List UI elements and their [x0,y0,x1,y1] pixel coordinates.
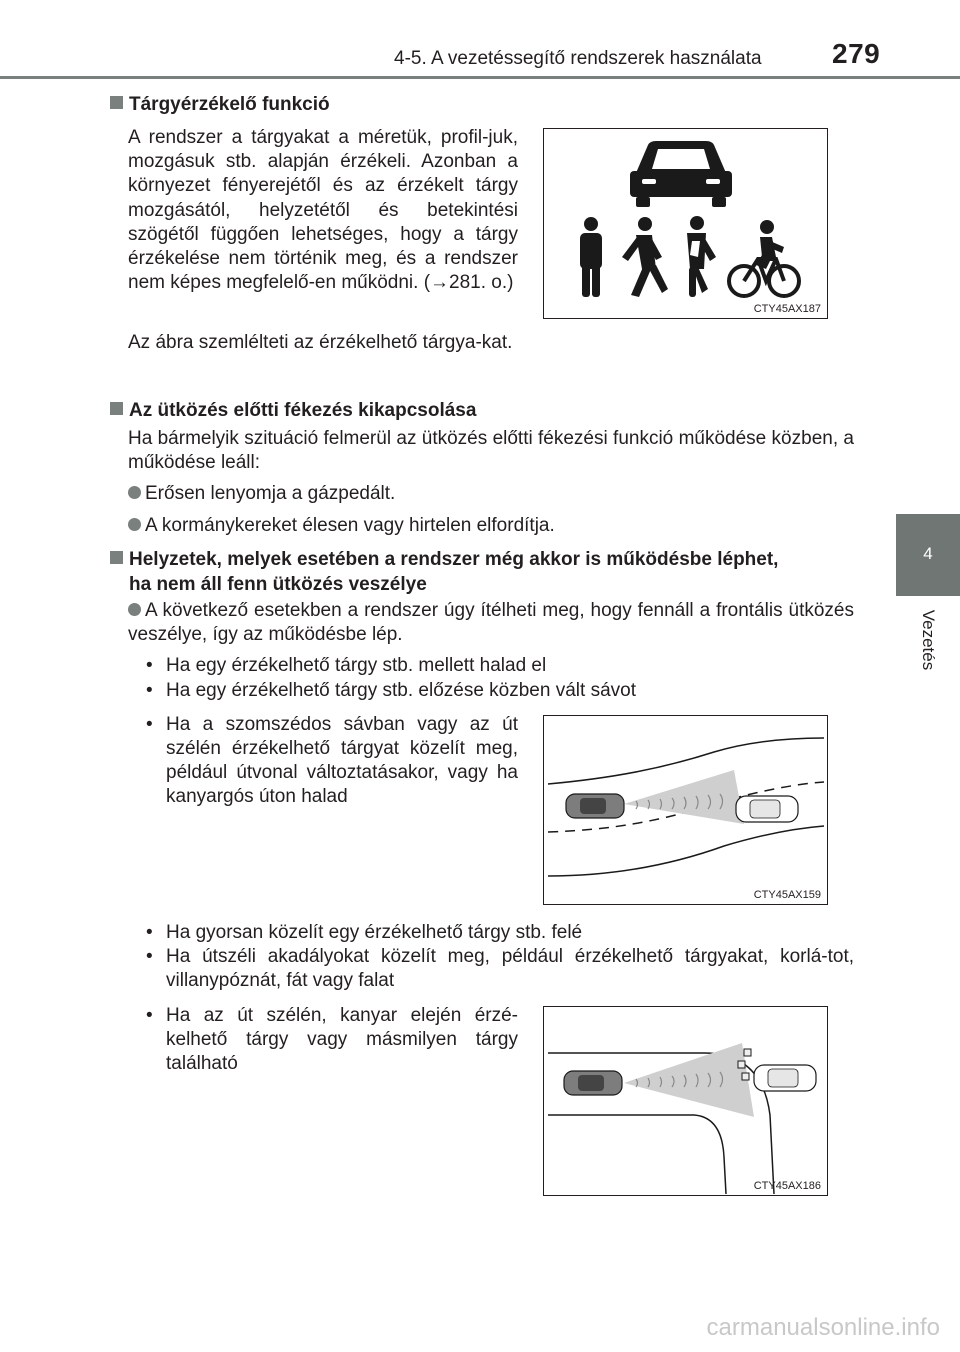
page-number: 279 [832,38,881,69]
corner-entrance-illustration [544,1007,826,1194]
circle-bullet-icon [128,603,141,616]
section1-paragraph-2: Az ábra szemlélteti az érzékelhető tárgya-kat. [128,332,513,353]
list-item: • Ha egy érzékelhető tárgy stb. előzése közben vált sávot [146,680,636,701]
square-bullet-icon [110,551,123,564]
target-car-icon [736,796,798,822]
section3-intro: A következő esetekben a rendszer úgy ítélheti meg, hogy fennáll a frontális ütközés veszélye, így az működésbe lép. [128,600,854,646]
section-heading-object-detection [110,92,330,117]
header-rule [0,76,960,79]
detectable-objects-illustration [544,129,826,317]
figure-detectable-objects [543,128,828,319]
pedestrian-walking-icon [622,217,668,297]
list-item: A kormánykereket élesen vagy hirtelen elfordítja. [128,514,854,538]
pedestrian-running-icon [687,216,716,297]
section-heading-false-activation: Helyzetek, melyek esetében a rendszer még akkor is működésbe léphet, ha nem áll fenn ütközés veszélye [110,547,870,597]
list-item: • Ha a szomszédos sávban vagy az út szélén érzékelhető tárgyat közelít meg, például útvonal változtatásakor, vagy ha kanyargós úton halad [146,714,518,807]
header-title: 4-5. A vezetéssegítő rendszerek használata [394,48,762,69]
target-car-icon [754,1065,816,1091]
pedestrian-standing-icon [580,217,602,297]
square-bullet-icon [110,96,123,109]
square-bullet-icon [110,402,123,415]
chapter-number: 4 [923,544,933,563]
figure-corner-entrance [543,1006,828,1196]
chapter-label: Vezetés [919,609,938,671]
own-car-icon [566,794,624,818]
watermark: carmanualsonline.info [706,1314,940,1341]
list-item: Erősen lenyomja a gázpedált. [128,482,854,506]
list-item: • Ha az út szélén, kanyar elején érzé-kelhető tárgy vagy másmilyen tárgy található [146,1005,518,1074]
section2-intro: Ha bármelyik szituáció felmerül az ütközés előtti fékezési funkció működése közben, a működése leáll: [128,428,854,474]
figure-code: CTY45AX186 [753,1180,821,1192]
list-item: • Ha útszéli akadályokat közelít meg, például érzékelhető tárgyakat, korlá-tot, villanypóznát, fát vagy falat [146,946,854,991]
circle-bullet-icon [128,518,141,531]
figure-code: CTY45AX159 [753,889,821,901]
list-item: • Ha egy érzékelhető tárgy stb. mellett halad el [146,655,547,676]
section1-paragraph: A rendszer a tárgyakat a méretük, profil-juk, mozgásuk stb. alapján érzékeli. Azonban a környezet fényerejétől és az érzékelt tárgy mozgásától, helyzetétől és betekintési szögétől függően lehetséges, hogy a tárgy érzékelése nem történik meg, és a rendszer nem képes megfelelő-en működni. (→281. o.) [128,127,518,294]
list-item: • Ha gyorsan közelít egy érzékelhető tárgy stb. felé [146,922,583,943]
section-heading-pcs-cancel [110,398,476,423]
chapter-tab [896,514,960,596]
own-car-icon [564,1071,622,1095]
figure-curved-road [543,715,828,905]
heading-text: Tárgyérzékelő funkció [129,94,330,115]
circle-bullet-icon [128,486,141,499]
chapter-side-label [896,598,960,682]
heading-text: Az ütközés előtti fékezés kikapcsolása [129,400,477,421]
curved-road-illustration [544,716,826,903]
figure-code: CTY45AX187 [753,303,821,315]
